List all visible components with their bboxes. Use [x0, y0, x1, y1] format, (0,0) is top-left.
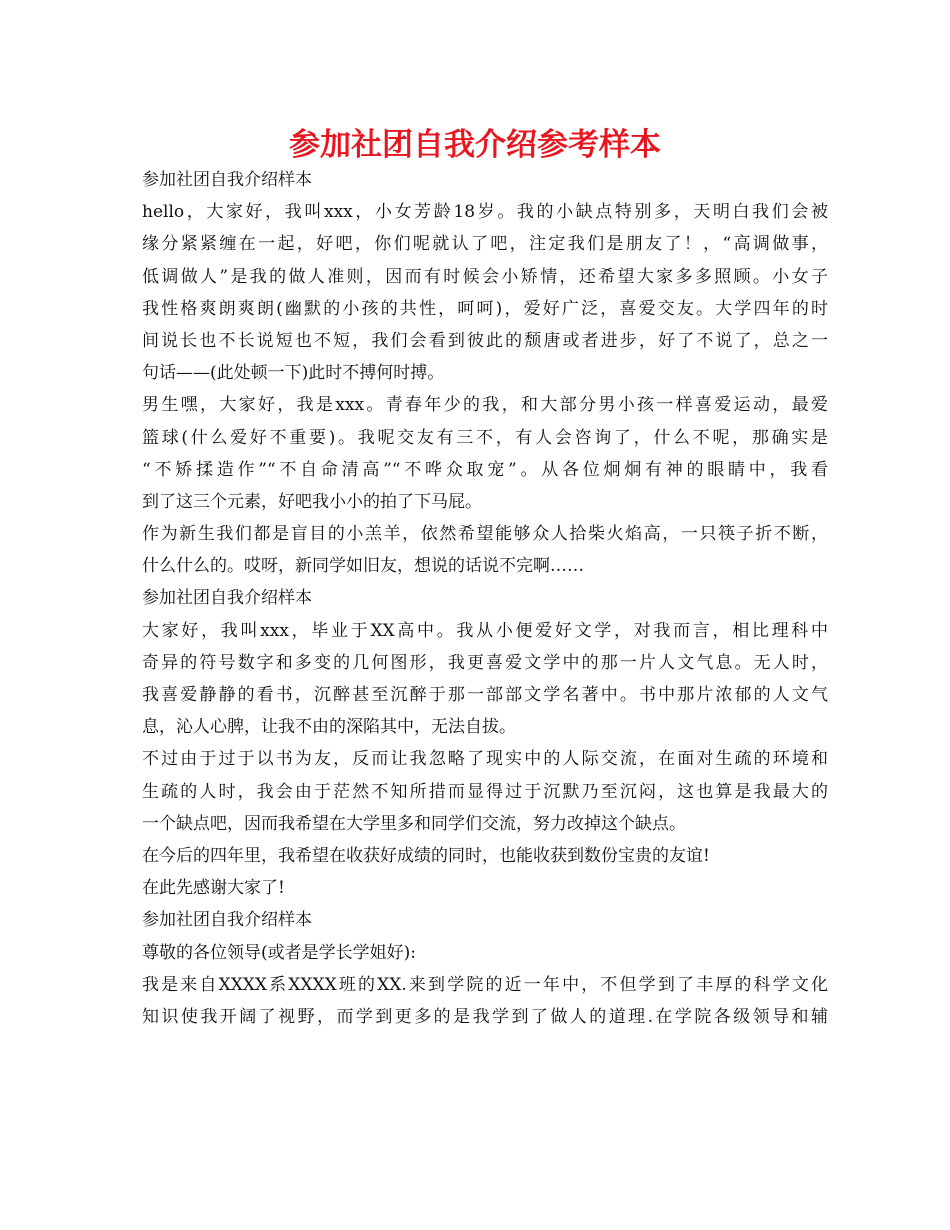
- text-line: 间说长也不长说短也不短，我们会看到彼此的颓唐或者进步，好了不说了，总之一: [142, 330, 828, 351]
- text-line: 男生嘿，大家好，我是xxx。青春年少的我，和大部分男小孩一样喜爱运动，最爱: [142, 395, 828, 416]
- text-line: 我是来自XXXX系XXXX班的XX.来到学院的近一年中，不但学到了丰厚的科学文化: [142, 974, 828, 995]
- text-line: 在此先感谢大家了!: [142, 878, 285, 899]
- text-line: 在今后的四年里，我希望在收获好成绩的同时，也能收获到数份宝贵的友谊!: [142, 845, 710, 866]
- text-line: 奇异的符号数字和多变的几何图形，我更喜爱文学中的那一片人文气息。无人时，: [142, 652, 828, 673]
- text-line: 缘分紧紧缠在一起，好吧，你们呢就认了吧，注定我们是朋友了！，“高调做事，: [142, 234, 828, 255]
- text-line: 一个缺点吧，因而我希望在大学里多和同学们交流，努力改掉这个缺点。: [142, 813, 686, 834]
- text-line: 息，沁人心脾，让我不由的深陷其中，无法自拔。: [142, 717, 516, 738]
- text-line: 句话——(此处顿一下)此时不搏何时搏。: [142, 363, 445, 384]
- text-line: 不过由于过于以书为友，反而让我忽略了现实中的人际交流，在面对生疏的环境和: [142, 749, 828, 770]
- text-line: 作为新生我们都是盲目的小羔羊，依然希望能够众人拾柴火焰高，一只筷子折不断，: [142, 524, 828, 545]
- text-line: 参加社团自我介绍样本: [142, 170, 312, 190]
- text-line: 到了这三个元素，好吧我小小的拍了下马屁。: [142, 491, 482, 512]
- text-line: 低调做人”是我的做人准则，因而有时候会小矫情，还希望大家多多照顾。小女子: [142, 266, 828, 287]
- text-line: 参加社团自我介绍样本: [142, 910, 312, 931]
- text-line: 生疏的人时，我会由于茫然不知所措而显得过于沉默乃至沉闷，这也算是我最大的: [142, 781, 828, 802]
- text-line: 篮球(什么爱好不重要)。我呢交友有三不，有人会咨询了，什么不呢，那确实是: [142, 427, 828, 448]
- document-title: 参加社团自我介绍参考样本: [289, 127, 661, 163]
- text-line: 什么什么的。哎呀，新同学如旧友，想说的话说不完啊……: [142, 556, 584, 577]
- text-line: 我喜爱静静的看书，沉醉甚至沉醉于那一部部文学名著中。书中那片浓郁的人文气: [142, 685, 828, 705]
- text-line: 参加社团自我介绍样本: [142, 588, 312, 609]
- text-line: “不矫揉造作”“不自命清高”“不哗众取宠”。从各位炯炯有神的眼睛中，我看: [142, 459, 828, 480]
- text-line: 我性格爽朗爽朗(幽默的小孩的共性，呵呵)，爱好广泛，喜爱交友。大学四年的时: [142, 298, 828, 319]
- text-line: 尊敬的各位领导(或者是学长学姐好):: [142, 942, 416, 963]
- text-line: 大家好，我叫xxx，毕业于XX高中。我从小便爱好文学，对我而言，相比理科中: [142, 620, 828, 641]
- text-line: 知识使我开阔了视野，而学到更多的是我学到了做人的道理.在学院各级领导和辅: [142, 1006, 828, 1027]
- document-body: [142, 164, 828, 1033]
- text-line: hello，大家好，我叫xxx，小女芳龄18岁。我的小缺点特别多，天明白我们会被: [142, 202, 828, 223]
